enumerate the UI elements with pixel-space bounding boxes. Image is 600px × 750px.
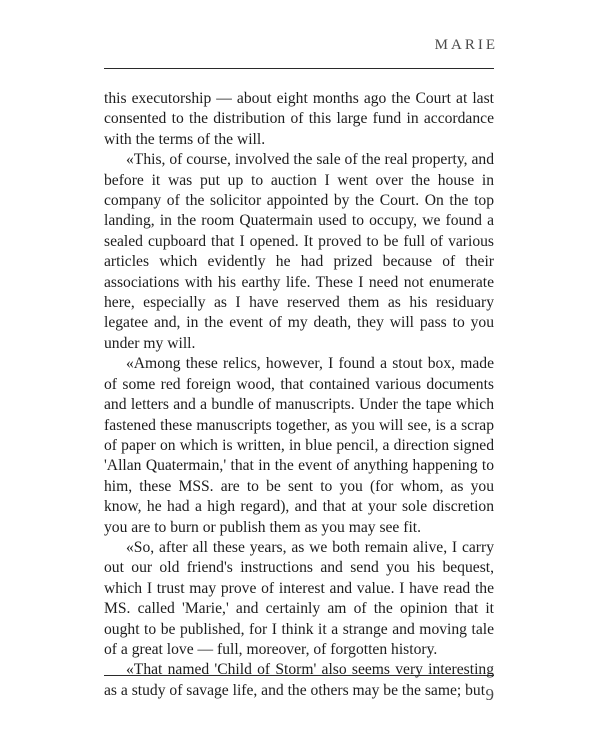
footer-rule [104,675,494,676]
running-title: MARIE [434,37,498,53]
page-body [104,89,494,701]
paragraph: «So, after all these years, as we both remain alive, I carry out our old friend's instructions and send you his bequest, which I trust may prove of interest and value. I have read the MS. called 'Marie,' and certainly am of the opinion that it ought to be published, for I think it a strange and moving tale of a great love — full, moreover, of forgotten history. [104,538,494,658]
header-rule [104,68,494,69]
paragraph: «This, of course, involved the sale of the real property, and before it was put up to auction I went over the house in company of the solicitor appointed by the Court. On the top landing, in the room Quatermain used to occupy, we found a sealed cupboard that I opened. It proved to be full of various articles which evidently he had prized because of their associations with his earthy life. These I need not enumerate here, especially as I have reserved them as his residuary legatee and, in the event of my death, they will pass to you under my will. [104,151,494,352]
page-number: 9 [485,685,494,704]
paragraph: «Among these relics, however, I found a stout box, made of some red foreign wood, that contained various documents and letters and a bundle of manuscripts. Under the tape which fastened these manuscripts together, as you will see, is a scrap of paper on which is written, in blue pencil, a direction signed 'Allan Quatermain,' that in the event of anything happening to him, these MSS. are to be sent to you (for whom, as you know, he had a high regard), and that at your sole discretion you are to burn or publish them as you may see fit. [104,355,494,536]
paragraph: this executorship — about eight months ago the Court at last consented to the distribution of this large fund in accordance with the terms of the will. [104,90,494,148]
paragraph: «That named 'Child of Storm' also seems very interesting as a study of savage life, and the others may be the same; but [104,661,494,699]
